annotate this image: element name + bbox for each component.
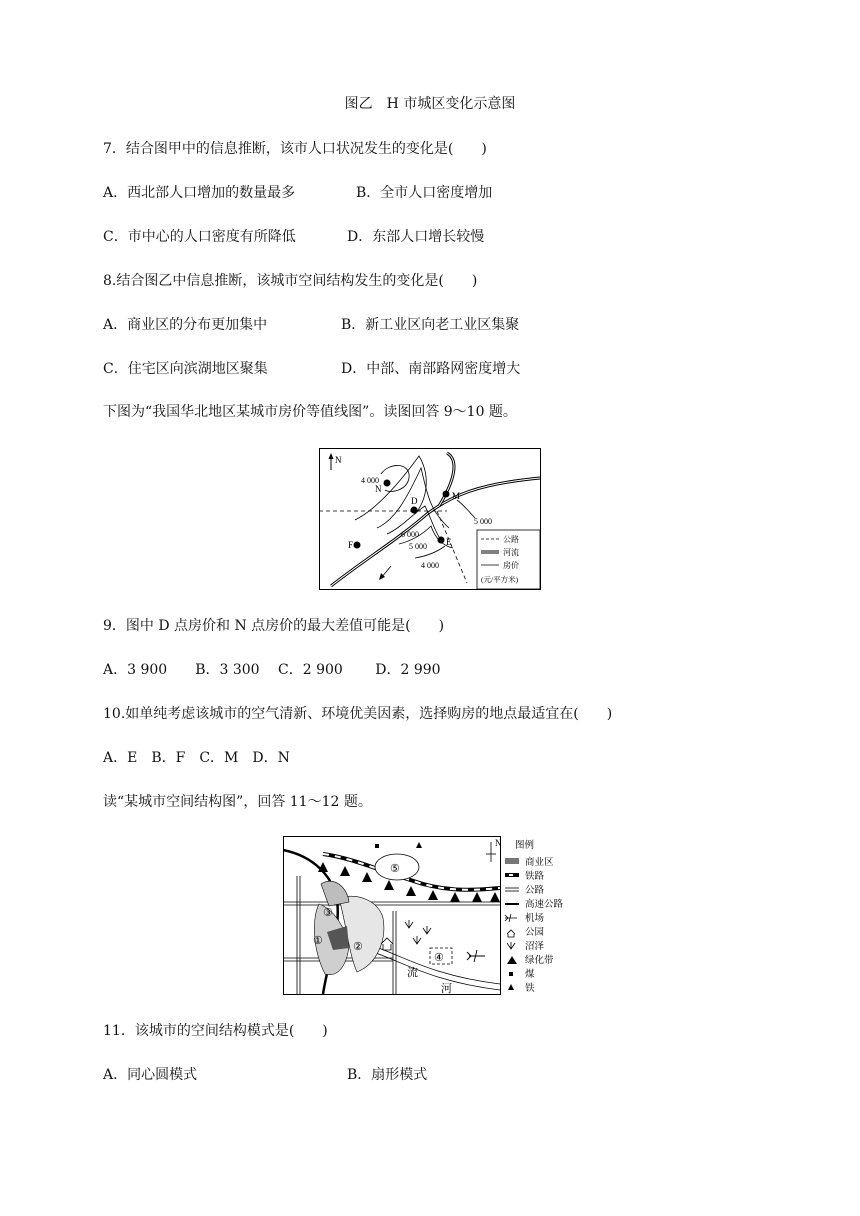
q7-option-b: B．全市人口密度增加 — [356, 185, 493, 201]
svg-text:河流: 河流 — [503, 548, 519, 557]
point-e — [438, 537, 445, 544]
point-n — [384, 480, 391, 487]
q11-option-a: A．同心圆模式 — [103, 1067, 198, 1083]
svg-text:③: ③ — [323, 907, 333, 919]
point-f — [354, 542, 361, 549]
svg-text:铁路: 铁路 — [525, 872, 545, 882]
question-8-stem: 8.结合图乙中信息推断，该城市空间结构发生的变化是( ) — [103, 273, 478, 289]
map2-legend — [505, 839, 564, 994]
svg-text:绿化带: 绿化带 — [525, 956, 554, 966]
svg-text:⑤: ⑤ — [390, 863, 400, 875]
question-7-stem: 7．结合图甲中的信息推断，该市人口状况发生的变化是( ) — [103, 141, 487, 157]
contour-label: 4 000 — [421, 561, 439, 570]
svg-text:④: ④ — [434, 952, 444, 964]
point-d — [411, 507, 418, 514]
svg-text:公路: 公路 — [525, 886, 545, 896]
q8-option-c: C．住宅区向滨湖地区聚集 — [103, 361, 268, 377]
svg-text:图例: 图例 — [515, 841, 535, 851]
q9-options: A．3 900 B．3 300 C．2 900 D．2 990 — [103, 662, 441, 678]
svg-text:公路: 公路 — [503, 535, 519, 544]
point-m — [443, 491, 450, 498]
figure-caption: 图乙 H 市城区变化示意图 — [344, 96, 516, 112]
svg-text:①: ① — [313, 935, 323, 947]
intro-9-10: 下图为“我国华北地区某城市房价等值线图”。读图回答 9～10 题。 — [103, 404, 517, 420]
q7-option-a: A．西北部人口增加的数量最多 — [103, 185, 296, 201]
point-label: N — [375, 484, 382, 494]
svg-text:煤: 煤 — [525, 970, 535, 980]
contour-label: 5 000 — [474, 517, 492, 526]
question-10-stem: 10.如单纯考虑该城市的空气清新、环境优美因素，选择购房的地点最适宜在( ) — [103, 706, 613, 722]
q7-option-d: D．东部人口增长较慢 — [347, 229, 485, 245]
coal-icon — [375, 844, 379, 848]
svg-text:商业区: 商业区 — [525, 858, 554, 868]
svg-text:机场: 机场 — [525, 914, 545, 924]
question-11-stem: 11．该城市的空间结构模式是( ) — [103, 1023, 328, 1039]
contour-label: 5 000 — [409, 542, 427, 551]
svg-text:高速公路: 高速公路 — [525, 900, 564, 910]
city-structure-map — [283, 836, 583, 996]
svg-text:②: ② — [353, 941, 363, 953]
question-9-stem: 9．图中 D 点房价和 N 点房价的最大差值可能是( ) — [103, 618, 445, 634]
intro-11-12: 读“某城市空间结构图”，回答 11～12 题。 — [103, 794, 372, 810]
svg-text:房价: 房价 — [503, 561, 519, 570]
q10-options: A．E B．F C．M D．N — [103, 750, 290, 766]
point-label: E — [446, 537, 452, 547]
point-label: F — [348, 540, 354, 550]
svg-text:(元/平方米): (元/平方米) — [481, 575, 519, 584]
point-label: M — [452, 491, 461, 501]
svg-text:流: 流 — [407, 967, 418, 979]
svg-text:铁: 铁 — [525, 984, 535, 994]
q11-option-b: B．扇形模式 — [347, 1067, 428, 1083]
q8-option-d: D．中部、南部路网密度增大 — [341, 361, 521, 377]
svg-text:公园: 公园 — [525, 928, 545, 938]
point-label: D — [411, 496, 418, 506]
q8-option-a: A．商业区的分布更加集中 — [103, 317, 268, 333]
contour-label: 4 000 — [361, 476, 379, 485]
q7-option-c: C．市中心的人口密度有所降低 — [103, 229, 296, 245]
north-label: N — [335, 455, 342, 465]
svg-text:沼泽: 沼泽 — [525, 942, 545, 952]
svg-text:N: N — [495, 838, 502, 848]
q8-option-b: B．新工业区向老工业区集聚 — [341, 317, 520, 333]
housing-price-contour-map — [319, 448, 541, 590]
contour-label: 6 000 — [401, 530, 419, 539]
svg-text:河: 河 — [441, 983, 452, 995]
